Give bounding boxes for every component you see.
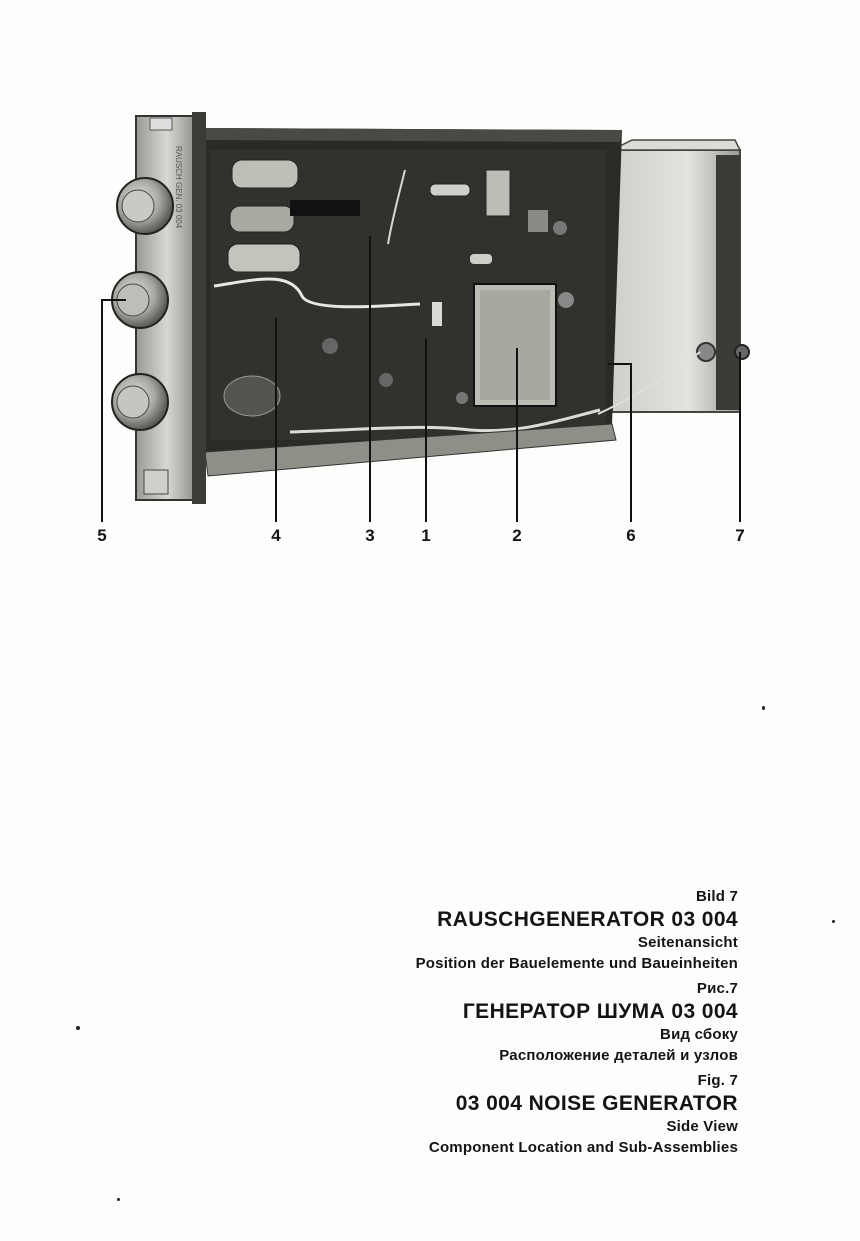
figure-title: RAUSCHGENERATOR 03 004 — [437, 908, 738, 931]
scan-speck — [76, 1026, 80, 1030]
scan-speck — [832, 920, 835, 923]
callout-7: 7 — [735, 526, 745, 545]
scan-speck — [762, 706, 765, 710]
view-label: Вид сбоку — [660, 1026, 738, 1043]
callout-3: 3 — [365, 526, 375, 545]
shield-box — [612, 140, 749, 412]
figure-description: Position der Bauelemente und Baueinheiten — [415, 955, 738, 972]
figure-number: Fig. 7 — [697, 1072, 738, 1089]
figure-description: Расположение деталей и узлов — [499, 1047, 738, 1064]
caption-russian — [416, 978, 738, 1066]
connector-top — [117, 178, 173, 234]
connector-bottom — [112, 374, 168, 430]
front-panel — [112, 112, 206, 504]
view-label: Side View — [666, 1118, 738, 1135]
figure-number: Bild 7 — [695, 888, 738, 905]
caption-german — [416, 886, 738, 974]
callout-6: 6 — [626, 526, 636, 545]
callout-2: 2 — [512, 526, 522, 545]
figure-captions — [416, 886, 738, 1162]
view-label: Seitenansicht — [637, 934, 738, 951]
device-photo — [0, 0, 860, 560]
figure-title: 03 004 NOISE GENERATOR — [455, 1092, 738, 1115]
figure-description: Component Location and Sub-Assemblies — [428, 1139, 738, 1156]
figure-title: ГЕНЕРАТОР ШУМА 03 004 — [462, 1000, 738, 1023]
scan-speck — [117, 1198, 120, 1201]
callout-1: 1 — [421, 526, 431, 545]
figure-number: Рис.7 — [696, 980, 738, 997]
svg-text:RAUSCH GEN. 03 004: RAUSCH GEN. 03 004 — [174, 146, 183, 229]
caption-english — [416, 1070, 738, 1158]
callout-5: 5 — [97, 526, 107, 545]
callout-4: 4 — [271, 526, 281, 545]
